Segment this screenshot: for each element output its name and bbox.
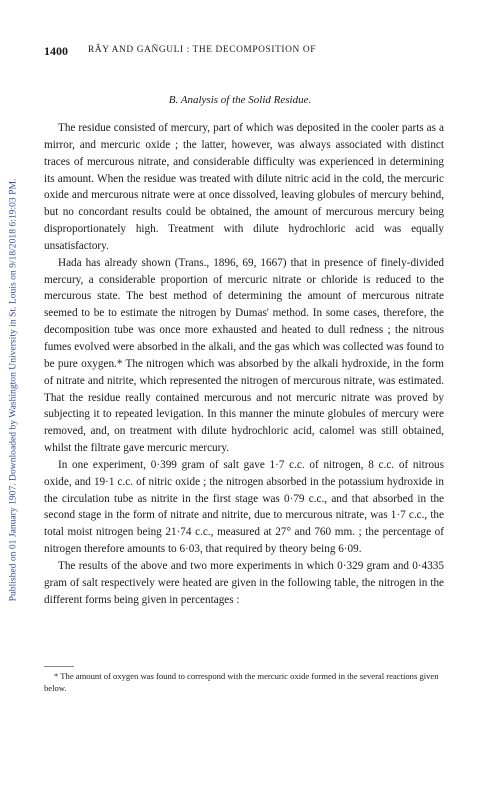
body-text [44, 120, 444, 608]
footnote-rule [44, 666, 74, 667]
running-head: RÂY AND GAÑGULI : THE DECOMPOSITION OF [88, 45, 317, 55]
page-number: 1400 [44, 44, 68, 58]
paragraph: The results of the above and two more experiments in which 0·329 gram and 0·4335 gram of salt respectively were heated are given in the following table, the nitrogen in the different forms being given in percentages : [44, 559, 444, 606]
paragraph: The residue consisted of mercury, part of which was deposited in the cooler parts as a mirror, and mercuric oxide ; the latter, however, was always associated with distinct traces of mercurous nitrate, and considerable difficulty was experienced in determining its amount. When the residue was treated with dilute nitric acid in the cold, the mercuric oxide and mercurous nitrate were at once dissolved, leaving globules of mercury behind, but no concordant results could be obtained, the amount of mercurous mercury being disproportionately high. Treatment with dilute hydrochloric acid was equally unsatisfactory. [44, 122, 444, 252]
paragraph: Hada has already shown (Trans., 1896, 69, 1667) that in presence of finely-divided mercury, a considerable proportion of mercuric nitrate or chloride is reduced to the mercurous state. The best method of determining the amount of mercurous nitrate seemed to be to estimate the nitrogen by Dumas' method. In some cases, therefore, the decomposition tube was once more exhausted and heated to dull redness ; the nitrous fumes evolved were absorbed in the alkali, and the gas which was collected was found to be pure oxygen.* The nitrogen which was absorbed by the alkali hydroxide, in the form of nitrate and nitrite, which represented the nitrogen of mercurous nitrate, was estimated. That the residue really contained mercurous and not mercuric nitrate was proved by subjecting it to repeated levigation. In this manner the minute globules of mercury were removed, and, on treatment with dilute hydrochloric acid, calomel was still obtained, whilst the filtrate gave mercuric mercury. [44, 256, 444, 455]
paragraph: In one experiment, 0·399 gram of salt gave 1·7 c.c. of nitrogen, 8 c.c. of nitrous oxide, and 19·1 c.c. of nitric oxide ; the nitrogen absorbed in the potassium hydroxide in the circulation tube as nitrite in the first stage was 0·79 c.c., and that absorbed in the second stage in the form of nitrate and nitrite, due to mercurous nitrate, was 1·7 c.c., the total moist nitrogen being 21·74 c.c., measured at 27° and 760 mm. ; the percentage of nitrogen therefore amounts to 6·03, that required by theory being 6·09. [44, 458, 444, 556]
download-stamp [4, 40, 22, 740]
footnote [44, 670, 444, 694]
download-stamp-text: Published on 01 January 1907. Downloaded by Washington University in St. Louis on 9/18/2018 6:19:03 PM. [7, 178, 19, 602]
footnote-text: * The amount of oxygen was found to correspond with the mercuric oxide formed in the several reactions given below. [44, 671, 439, 693]
section-heading: B. Analysis of the Solid Residue. [168, 94, 312, 106]
page-header [44, 44, 444, 58]
